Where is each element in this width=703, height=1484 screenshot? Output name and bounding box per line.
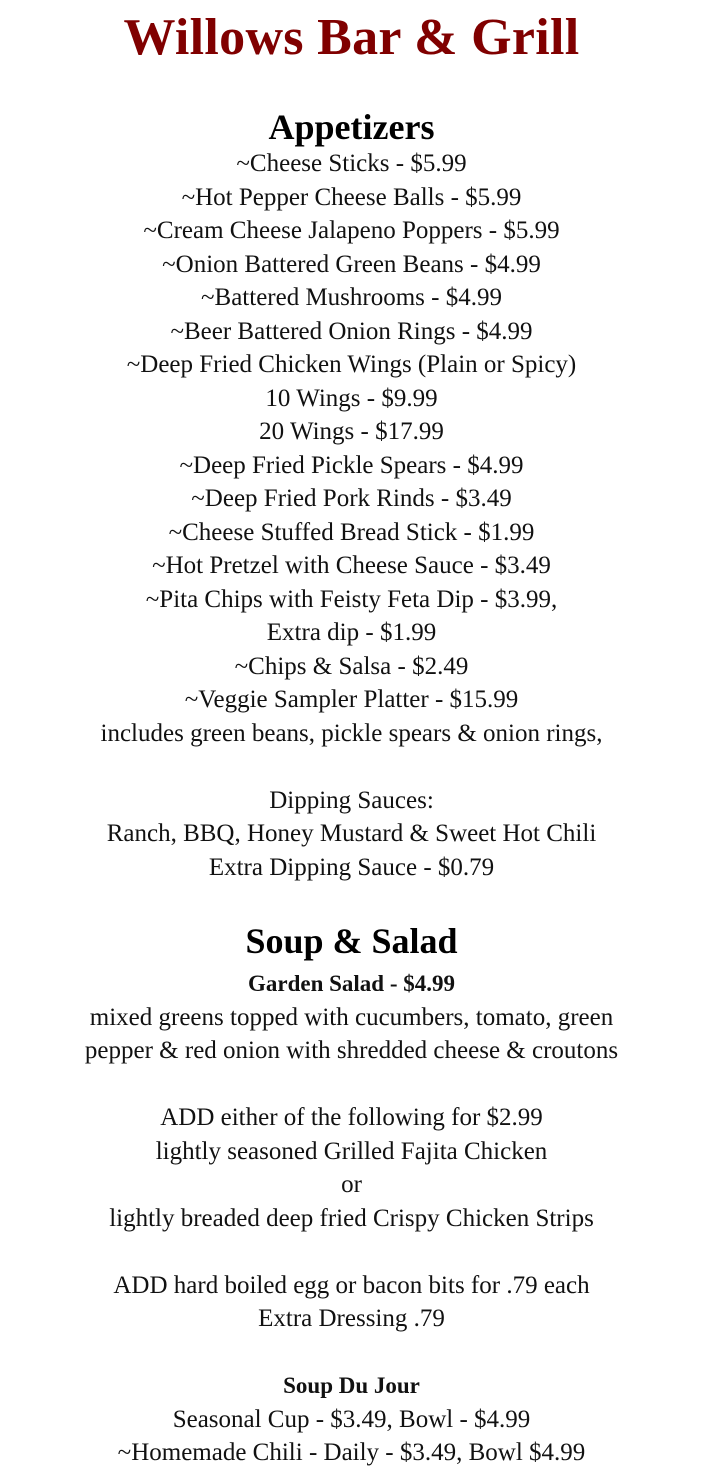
blank-line: [0, 1235, 703, 1269]
garden-salad-title: Garden Salad - $4.99: [247, 971, 456, 996]
menu-item-line: ~Battered Mushrooms - $4.99: [201, 284, 502, 311]
menu-item-line: ~Deep Fried Pickle Spears - $4.99: [179, 451, 524, 479]
appetizers-list: [0, 147, 703, 884]
appetizers-heading: Appetizers: [268, 107, 435, 147]
menu-text-line: ADD hard boiled egg or bacon bits for .79 each: [113, 1271, 590, 1299]
menu-item-line: ~Veggie Sampler Platter - $15.99: [184, 686, 519, 713]
menu-item-line: Ranch, BBQ, Honey Mustard & Sweet Hot Chili: [106, 820, 597, 847]
menu-item-line: ~Cheese Sticks - $5.99: [236, 150, 467, 177]
menu-item-line: 20 Wings - $17.99: [259, 418, 444, 445]
menu-item-line: Seasonal Cup - $3.49, Bowl - $4.99: [172, 1405, 531, 1433]
menu-text-line: mixed greens topped with cucumbers, tomato, green: [89, 1003, 614, 1031]
menu-item-line: ~Homemade Chili - Daily - $3.49, Bowl $4.99: [117, 1439, 586, 1466]
soup-list: [0, 1403, 703, 1470]
blank-line: [0, 1336, 703, 1370]
menu-text-line: Extra Dressing .79: [258, 1305, 445, 1332]
menu-item-line: ~Deep Fried Chicken Wings (Plain or Spicy): [126, 351, 577, 378]
menu-item-line: 10 Wings - $9.99: [265, 384, 438, 412]
menu-item-line: ~Deep Fried Pork Rinds - $3.49: [191, 485, 512, 512]
menu-item-line: ~Hot Pretzel with Cheese Sauce - $3.49: [152, 552, 551, 579]
blank-line: [0, 1068, 703, 1102]
menu-text-line: or: [341, 1171, 362, 1198]
menu-item-line: ~Chips & Salsa - $2.49: [234, 652, 469, 680]
menu-item-line: Extra dip - $1.99: [266, 619, 437, 646]
salad-description: [0, 1001, 703, 1370]
menu-text-line: pepper & red onion with shredded cheese & croutons: [84, 1037, 619, 1064]
soup-salad-heading: Soup & Salad: [245, 921, 458, 961]
menu-item-line: ~Onion Battered Green Beans - $4.99: [162, 250, 541, 278]
menu-item-line: includes green beans, pickle spears & onion rings,: [100, 719, 603, 747]
menu-item-line: ~Cheese Stuffed Bread Stick - $1.99: [168, 518, 535, 546]
soup-du-jour-title: Soup Du Jour: [283, 1373, 420, 1398]
blank-line: [0, 750, 703, 784]
menu-text-line: lightly breaded deep fried Crispy Chicken Strips: [109, 1204, 594, 1232]
menu-item-line: ~Cream Cheese Jalapeno Poppers - $5.99: [143, 217, 560, 244]
menu-item-line: Extra Dipping Sauce - $0.79: [208, 853, 495, 881]
menu-item-line: ~Beer Battered Onion Rings - $4.99: [170, 317, 533, 345]
menu-text-line: lightly seasoned Grilled Fajita Chicken: [155, 1137, 548, 1165]
menu-text-line: ADD either of the following for $2.99: [160, 1104, 543, 1131]
menu-item-line: ~Pita Chips with Feisty Feta Dip - $3.99,: [145, 585, 558, 613]
menu-item-line: ~Hot Pepper Cheese Balls - $5.99: [181, 183, 522, 211]
menu-item-line: Dipping Sauces:: [269, 786, 434, 814]
restaurant-title: Willows Bar & Grill: [123, 9, 580, 66]
